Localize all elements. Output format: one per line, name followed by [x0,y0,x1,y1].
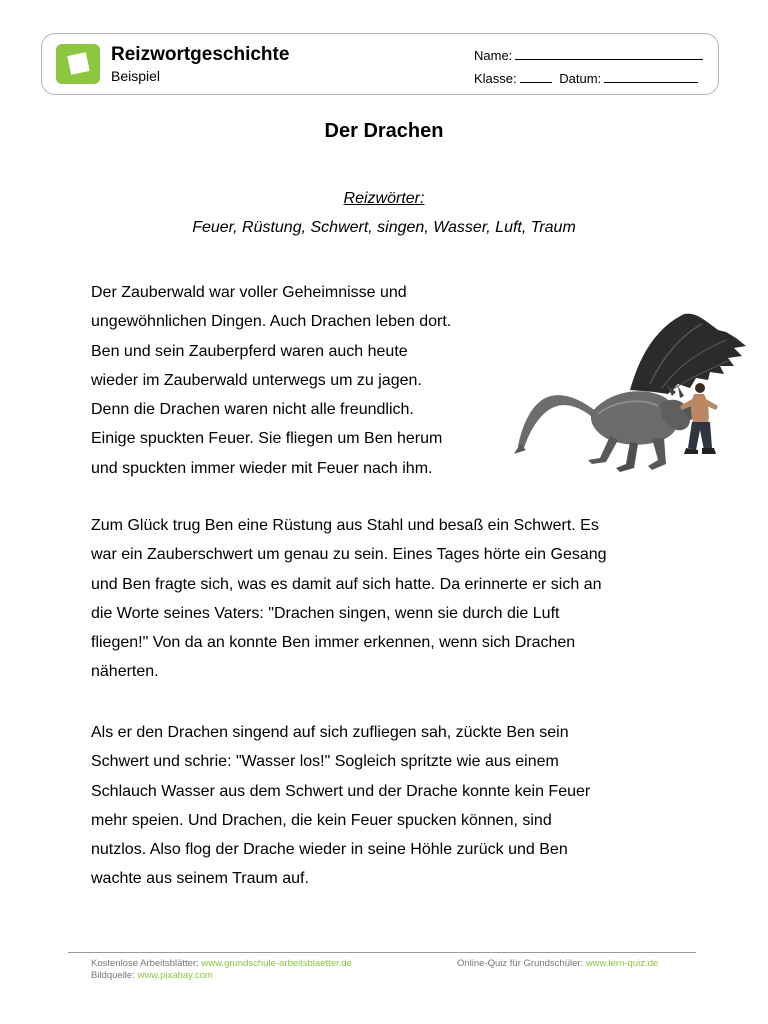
text-line: ungewöhnlichen Dingen. Auch Drachen leben dort. [91,313,452,331]
name-label: Name: [474,48,513,63]
logo-icon [56,44,100,84]
text-line: die Worte seines Vaters: "Drachen singen, wenn sie durch die Luft [91,604,560,622]
text-line: Zum Glück trug Ben eine Rüstung aus Stahl und besaß ein Schwert. Es [91,517,599,534]
class-date-field [474,70,698,86]
text-line: Einige spuckten Feuer. Sie fliegen um Ben herum [91,430,443,448]
date-blank[interactable] [604,70,698,83]
text-line: mehr speien. Und Drachen, die kein Feuer spucken können, sind [91,811,552,829]
footer-quiz-link[interactable]: www.lern-quiz.de [585,958,659,969]
paragraph-3 [91,718,590,894]
name-blank[interactable] [515,47,703,60]
text-line: und spuckten immer wieder mit Feuer nach ihm. [91,459,433,477]
footer-worksheets [91,958,352,969]
date-label: Datum: [559,71,602,86]
text-line: und Ben fragte sich, was es damit auf sich hatte. Da erinnerte er sich an [91,575,602,593]
stimulus-heading: Reizwörter: [343,190,425,207]
text-line: Schlauch Wasser aus dem Schwert und der Drache konnte kein Feuer [91,782,591,800]
text-line: wachte aus seinem Traum auf. [91,870,309,888]
paragraph-1 [91,278,451,483]
name-field[interactable] [474,47,703,63]
dragon-illustration [512,308,748,478]
paragraph-2 [91,511,607,687]
text-line: Als er den Drachen singend auf sich zufliegen sah, zückte Ben sein [91,724,569,741]
stimulus-words: Feuer, Rüstung, Schwert, singen, Wasser, Luft, Traum [192,219,576,236]
text-line: nutzlos. Also flog der Drache wieder in seine Höhle zurück und Ben [91,841,568,859]
footer-divider [68,952,696,953]
footer-worksheets-label: Kostenlose Arbeitsblätter: [91,958,199,969]
text-line: fliegen!" Von da an konnte Ben immer erkennen, wenn sich Drachen [91,634,576,652]
footer-worksheets-link[interactable]: www.grundschule-arbeitsblaetter.de [201,958,352,969]
text-line: Schwert und schrie: "Wasser los!" Sogleich spritzte wie aus einem [91,753,559,771]
class-label: Klasse: [474,71,517,86]
story-title: Der Drachen [324,120,444,142]
text-line: war ein Zauberschwert um genau zu sein. Eines Tages hörte ein Gesang [91,546,607,564]
text-line: Ben und sein Zauberpferd waren auch heute [91,342,408,360]
worksheet-type-title: Reizwortgeschichte [111,44,290,65]
text-line: Denn die Drachen waren nicht alle freundlich. [91,401,414,419]
text-line: wieder im Zauberwald unterwegs um zu jagen. [91,371,422,389]
class-blank[interactable] [520,70,552,83]
worksheet-header [41,33,719,95]
footer-quiz-label: Online-Quiz für Grundschüler: [457,958,584,969]
footer-image-source [91,970,213,981]
footer-quiz [457,958,658,969]
text-line: Der Zauberwald war voller Geheimnisse und [91,284,407,301]
footer-source-label: Bildquelle: [91,970,135,981]
footer-source-link[interactable]: www.pixabay.com [137,970,213,981]
text-line: näherten. [91,663,159,681]
worksheet-subtitle: Beispiel [111,68,161,84]
